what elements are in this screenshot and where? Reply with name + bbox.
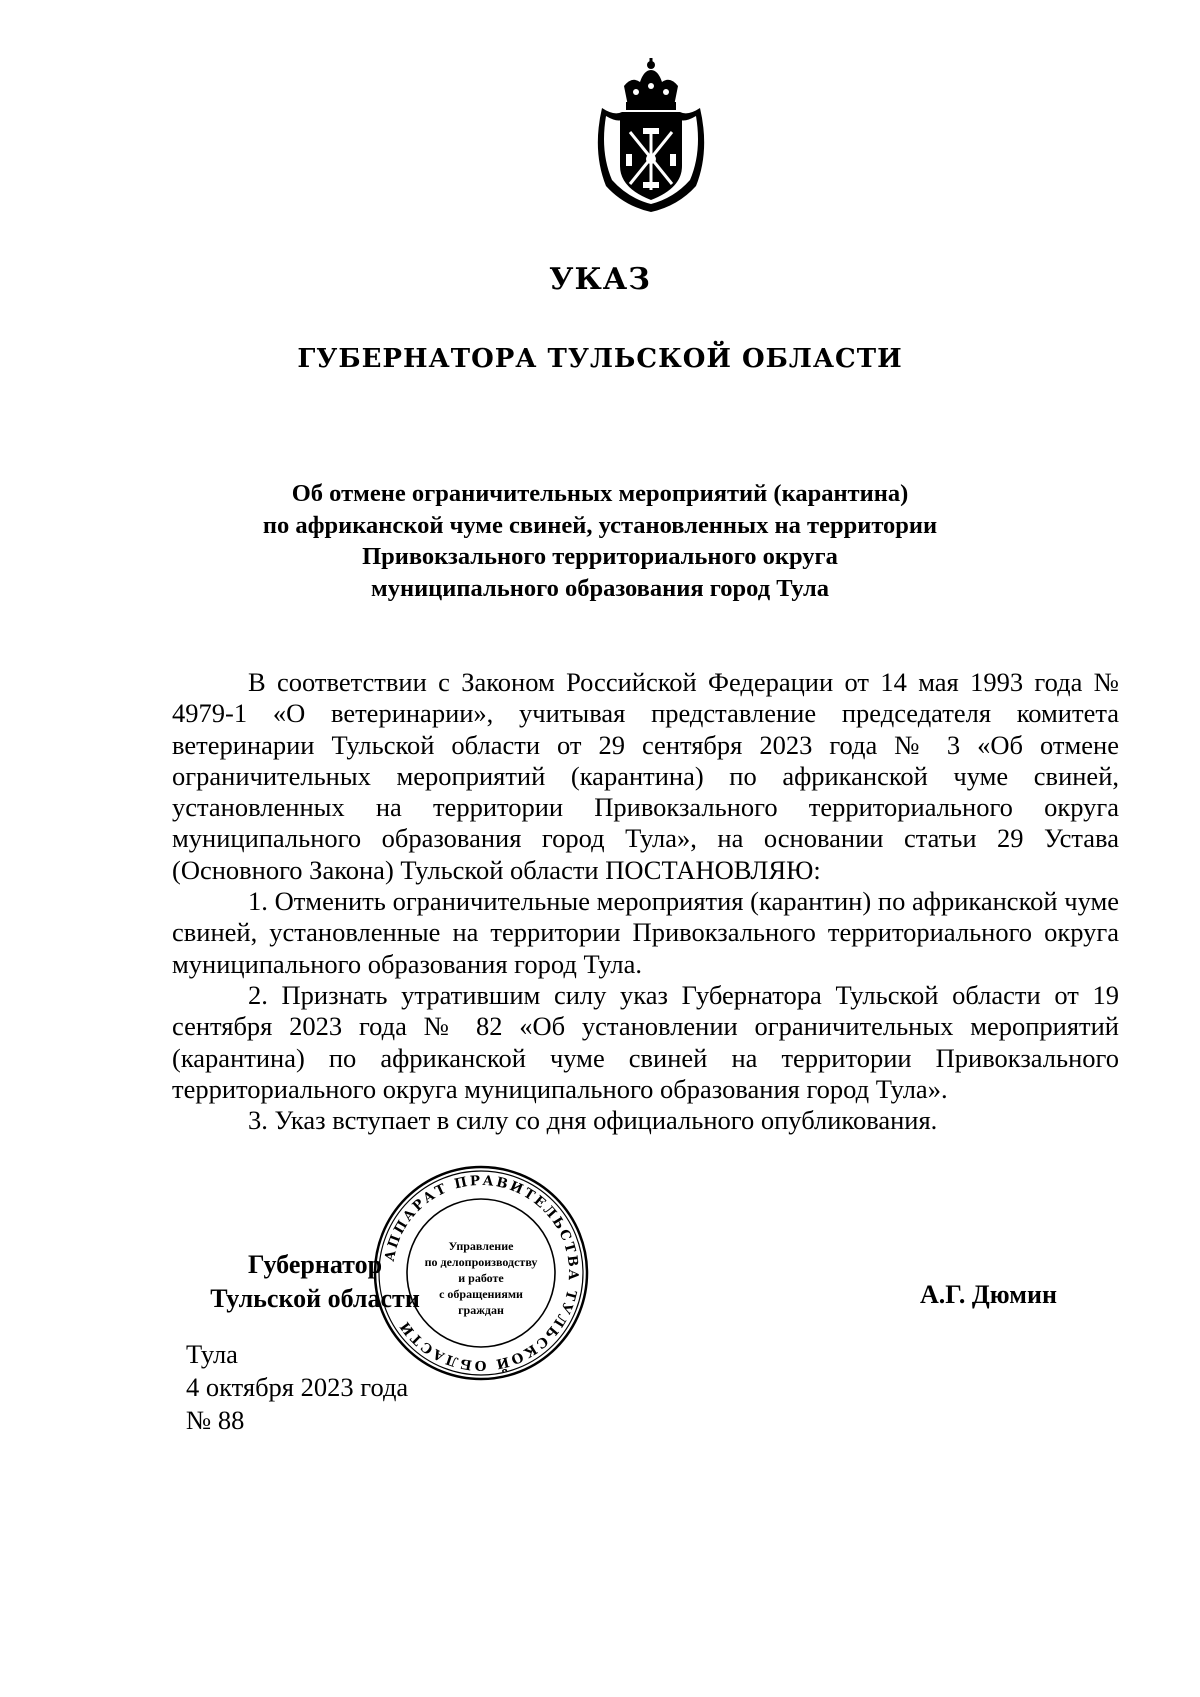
seal-inner-line: и работе — [458, 1271, 504, 1285]
document-number: № 88 — [186, 1405, 245, 1435]
subject-line: по африканской чуме свиней, установленных на территории — [262, 511, 938, 539]
signatory-title-line: Тульской области — [210, 1284, 420, 1313]
clause-1-paragraph: 1. Отменить ограничительные мероприятия (карантин) по африканской чуме свиней, установленные на территории Привокзального территориального округа муниципального образования город Тула. — [172, 886, 1119, 979]
seal-inner-line: с обращениями — [439, 1287, 523, 1301]
signatory-name: А.Г. Дюмин — [920, 1280, 1057, 1309]
signatory-title-line: Губернатор — [247, 1250, 383, 1279]
seal-inner-line: граждан — [458, 1303, 504, 1317]
clause-3-paragraph: 3. Указ вступает в силу со дня официального опубликования. — [248, 1105, 938, 1136]
seal-inner-line: Управление — [448, 1239, 514, 1253]
document-body — [172, 667, 1119, 1136]
place-date-block — [186, 1338, 408, 1437]
issue-date: 4 октября 2023 года — [186, 1372, 409, 1402]
document-subject — [180, 478, 1020, 604]
document-type-heading: УКАЗ — [549, 262, 651, 297]
issuer-heading: ГУБЕРНАТОРА ТУЛЬСКОЙ ОБЛАСТИ — [297, 344, 903, 374]
preamble-paragraph: В соответствии с Законом Российской Федерации от 14 мая 1993 года № 4979-1 «О ветеринарии», учитывая представление председателя комитета ветеринарии Тульской области от 29 сентября 2023 года № 3 «Об отмене ограничительных мероприятий (карантина) по африканской чуме свиней, установленных на территории Привокзального территориального округа муниципального образования город Тула», на основании статьи 29 Устава (Основного Закона) Тульской области ПОСТАНОВЛЯЮ: — [172, 667, 1119, 885]
subject-line: Об отмене ограничительных мероприятий (карантина) — [291, 480, 909, 507]
subject-line: Привокзального территориального округа — [362, 543, 838, 570]
issue-place: Тула — [186, 1339, 238, 1369]
subject-line: муниципального образования город Тула — [371, 574, 829, 602]
coat-of-arms-icon — [584, 56, 718, 216]
seal-outer-text: АППАРАТ ПРАВИТЕЛЬСТВА ТУЛЬСКОЙ ОБЛАСТИ — [381, 1172, 582, 1374]
seal-inner-line: по делопроизводству — [424, 1255, 538, 1269]
clause-2-paragraph: 2. Признать утратившим силу указ Губернатора Тульской области от 19 сентября 2023 года № 82 «Об установлении ограничительных мероприятий (карантина) по африканской чуме свиней на территории Привокзального территориального округа муниципального образования город Тула». — [172, 979, 1119, 1104]
